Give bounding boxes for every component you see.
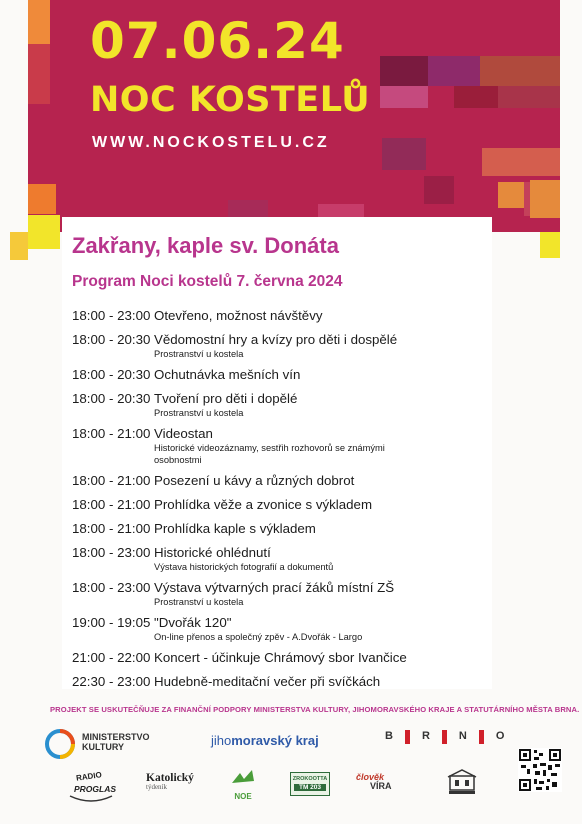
item-title: Prohlídka věže a zvonice s výkladem	[154, 497, 373, 512]
mosaic-block	[380, 56, 428, 86]
program-item	[72, 544, 492, 573]
katolicky-line1: Katolický	[146, 772, 194, 784]
item-time: 18:00 - 23:00	[72, 308, 151, 323]
katolicky-tydenik-logo[interactable]	[146, 772, 194, 791]
accent-block-yellow	[28, 215, 60, 249]
ministry-line1: MINISTERSTVO	[82, 732, 150, 742]
program-item	[72, 614, 492, 643]
item-time: 19:00 - 19:05	[72, 615, 151, 630]
program-item	[72, 472, 492, 496]
brno-bar	[479, 730, 484, 744]
item-title: Prohlídka kaple s výkladem	[154, 521, 316, 536]
header-banner	[28, 0, 560, 232]
brno-bar	[405, 730, 410, 744]
ministry-line2: KULTURY	[82, 742, 124, 752]
clovek-a-vira-logo[interactable]	[356, 772, 392, 791]
brno-letter: R	[421, 730, 430, 742]
mosaic-block	[498, 182, 524, 208]
program-item	[72, 673, 492, 691]
radio-proglas-logo[interactable]	[66, 770, 116, 804]
program-item	[72, 579, 492, 608]
item-time: 18:00 - 20:30	[72, 367, 151, 382]
item-time: 18:00 - 21:00	[72, 426, 151, 441]
event-title: NOC KOSTELŮ	[90, 80, 371, 120]
item-note: Prostranství u kostela	[154, 597, 244, 607]
item-title: Videostan	[154, 426, 213, 441]
item-title: Výstava výtvarných prací žáků místní ZŠ	[154, 580, 395, 595]
program-item	[72, 307, 492, 331]
mosaic-block	[380, 86, 428, 108]
item-note: On-line přenos a společný zpěv - A.Dvořák - Largo	[154, 632, 363, 642]
item-time: 21:00 - 22:00	[72, 650, 151, 665]
item-title: Posezení u kávy a různých dobrot	[154, 473, 355, 488]
item-title: Vědomostní hry a kvízy pro děti i dospělé	[154, 332, 398, 347]
program-item	[72, 366, 492, 390]
event-date: 07.06.24	[90, 12, 345, 70]
tv-noe-logo[interactable]	[228, 767, 258, 801]
item-time: 18:00 - 21:00	[72, 473, 151, 488]
clovek-line1: člověk	[356, 772, 385, 782]
item-time: 18:00 - 21:00	[72, 497, 151, 512]
venue-title: Zakřany, kaple sv. Donáta	[72, 233, 339, 258]
program-item	[72, 496, 492, 520]
building-logo-icon[interactable]	[446, 768, 478, 796]
item-title: Otevřeno, možnost návštěvy	[154, 308, 323, 323]
item-time: 18:00 - 23:00	[72, 580, 151, 595]
funding-statement: PROJEKT SE USKUTEČŇUJE ZA FINANČNÍ PODPORY MINISTERSTVA KULTURY, JIHOMORAVSKÉHO KRAJE A STATUTÁRNÍHO MĚSTA BRNA.	[50, 705, 580, 714]
bird-icon	[228, 767, 258, 789]
brno-letter: N	[458, 730, 467, 742]
program-list	[72, 307, 492, 691]
brno-letter: O	[495, 730, 505, 742]
item-time: 22:30 - 23:00	[72, 674, 151, 689]
item-note: Prostranství u kostela	[154, 349, 244, 359]
mosaic-block	[428, 56, 480, 86]
item-time: 18:00 - 20:30	[72, 391, 151, 406]
item-title: Tvoření pro děti i dopělé	[154, 391, 298, 406]
program-item	[72, 390, 492, 419]
mosaic-block	[382, 138, 426, 170]
region-prefix: jiho	[211, 733, 232, 748]
program-item	[72, 520, 492, 544]
item-time: 18:00 - 20:30	[72, 332, 151, 347]
item-note: Prostranství u kostela	[154, 408, 244, 418]
zrnko-line2: TM 203	[294, 784, 326, 791]
jihomoravsky-kraj-logo[interactable]	[211, 733, 319, 748]
program-item	[72, 649, 492, 673]
item-note: Výstava historických fotografií a dokumentů	[154, 562, 334, 572]
ministry-culture-logo[interactable]	[44, 726, 174, 762]
mosaic-block	[480, 56, 560, 86]
accent-block-yellow	[540, 232, 560, 258]
mosaic-block	[424, 176, 454, 204]
qr-code-icon[interactable]	[518, 748, 562, 792]
website-link[interactable]: WWW.NOCKOSTELU.CZ	[92, 134, 330, 151]
ministry-emblem-icon	[44, 728, 76, 760]
mosaic-block	[28, 184, 56, 214]
program-panel	[62, 217, 492, 689]
mosaic-block	[28, 0, 50, 44]
program-item	[72, 425, 492, 466]
brno-bar	[442, 730, 447, 744]
clovek-line2: VÍRA	[370, 781, 392, 791]
radio-line2: PROGLAS	[74, 784, 117, 794]
zrnko-line1: ZROKOOTTA	[292, 776, 328, 782]
mosaic-block	[482, 148, 560, 176]
katolicky-line2: týdeník	[146, 783, 167, 791]
accent-block-orange	[530, 180, 560, 218]
program-subtitle: Program Noci kostelů 7. června 2024	[72, 273, 343, 290]
item-title: Hudebně-meditační večer při svíčkách	[154, 674, 381, 689]
mosaic-block	[498, 86, 560, 108]
program-item	[72, 331, 492, 360]
brno-logo[interactable]	[385, 730, 504, 744]
accent-block-yellow	[10, 232, 28, 260]
item-title: "Dvořák 120"	[154, 615, 232, 630]
zrnko-logo[interactable]	[290, 772, 330, 796]
radio-line1: RADIO	[75, 770, 103, 783]
item-title: Ochutnávka mešních vín	[154, 367, 301, 382]
mosaic-block	[454, 86, 498, 108]
item-title: Historické ohlédnutí	[154, 545, 271, 560]
item-time: 18:00 - 21:00	[72, 521, 151, 536]
mosaic-block	[28, 44, 50, 104]
brno-letter: B	[385, 730, 393, 742]
noe-label: NOE	[234, 792, 252, 801]
item-time: 18:00 - 23:00	[72, 545, 151, 560]
item-title: Koncert - účinkuje Chrámový sbor Ivančice	[154, 650, 407, 665]
item-note: Historické videozáznamy, sestřih rozhovorů se známými osobnostmi	[154, 443, 385, 465]
region-main: moravský kraj	[231, 733, 319, 748]
